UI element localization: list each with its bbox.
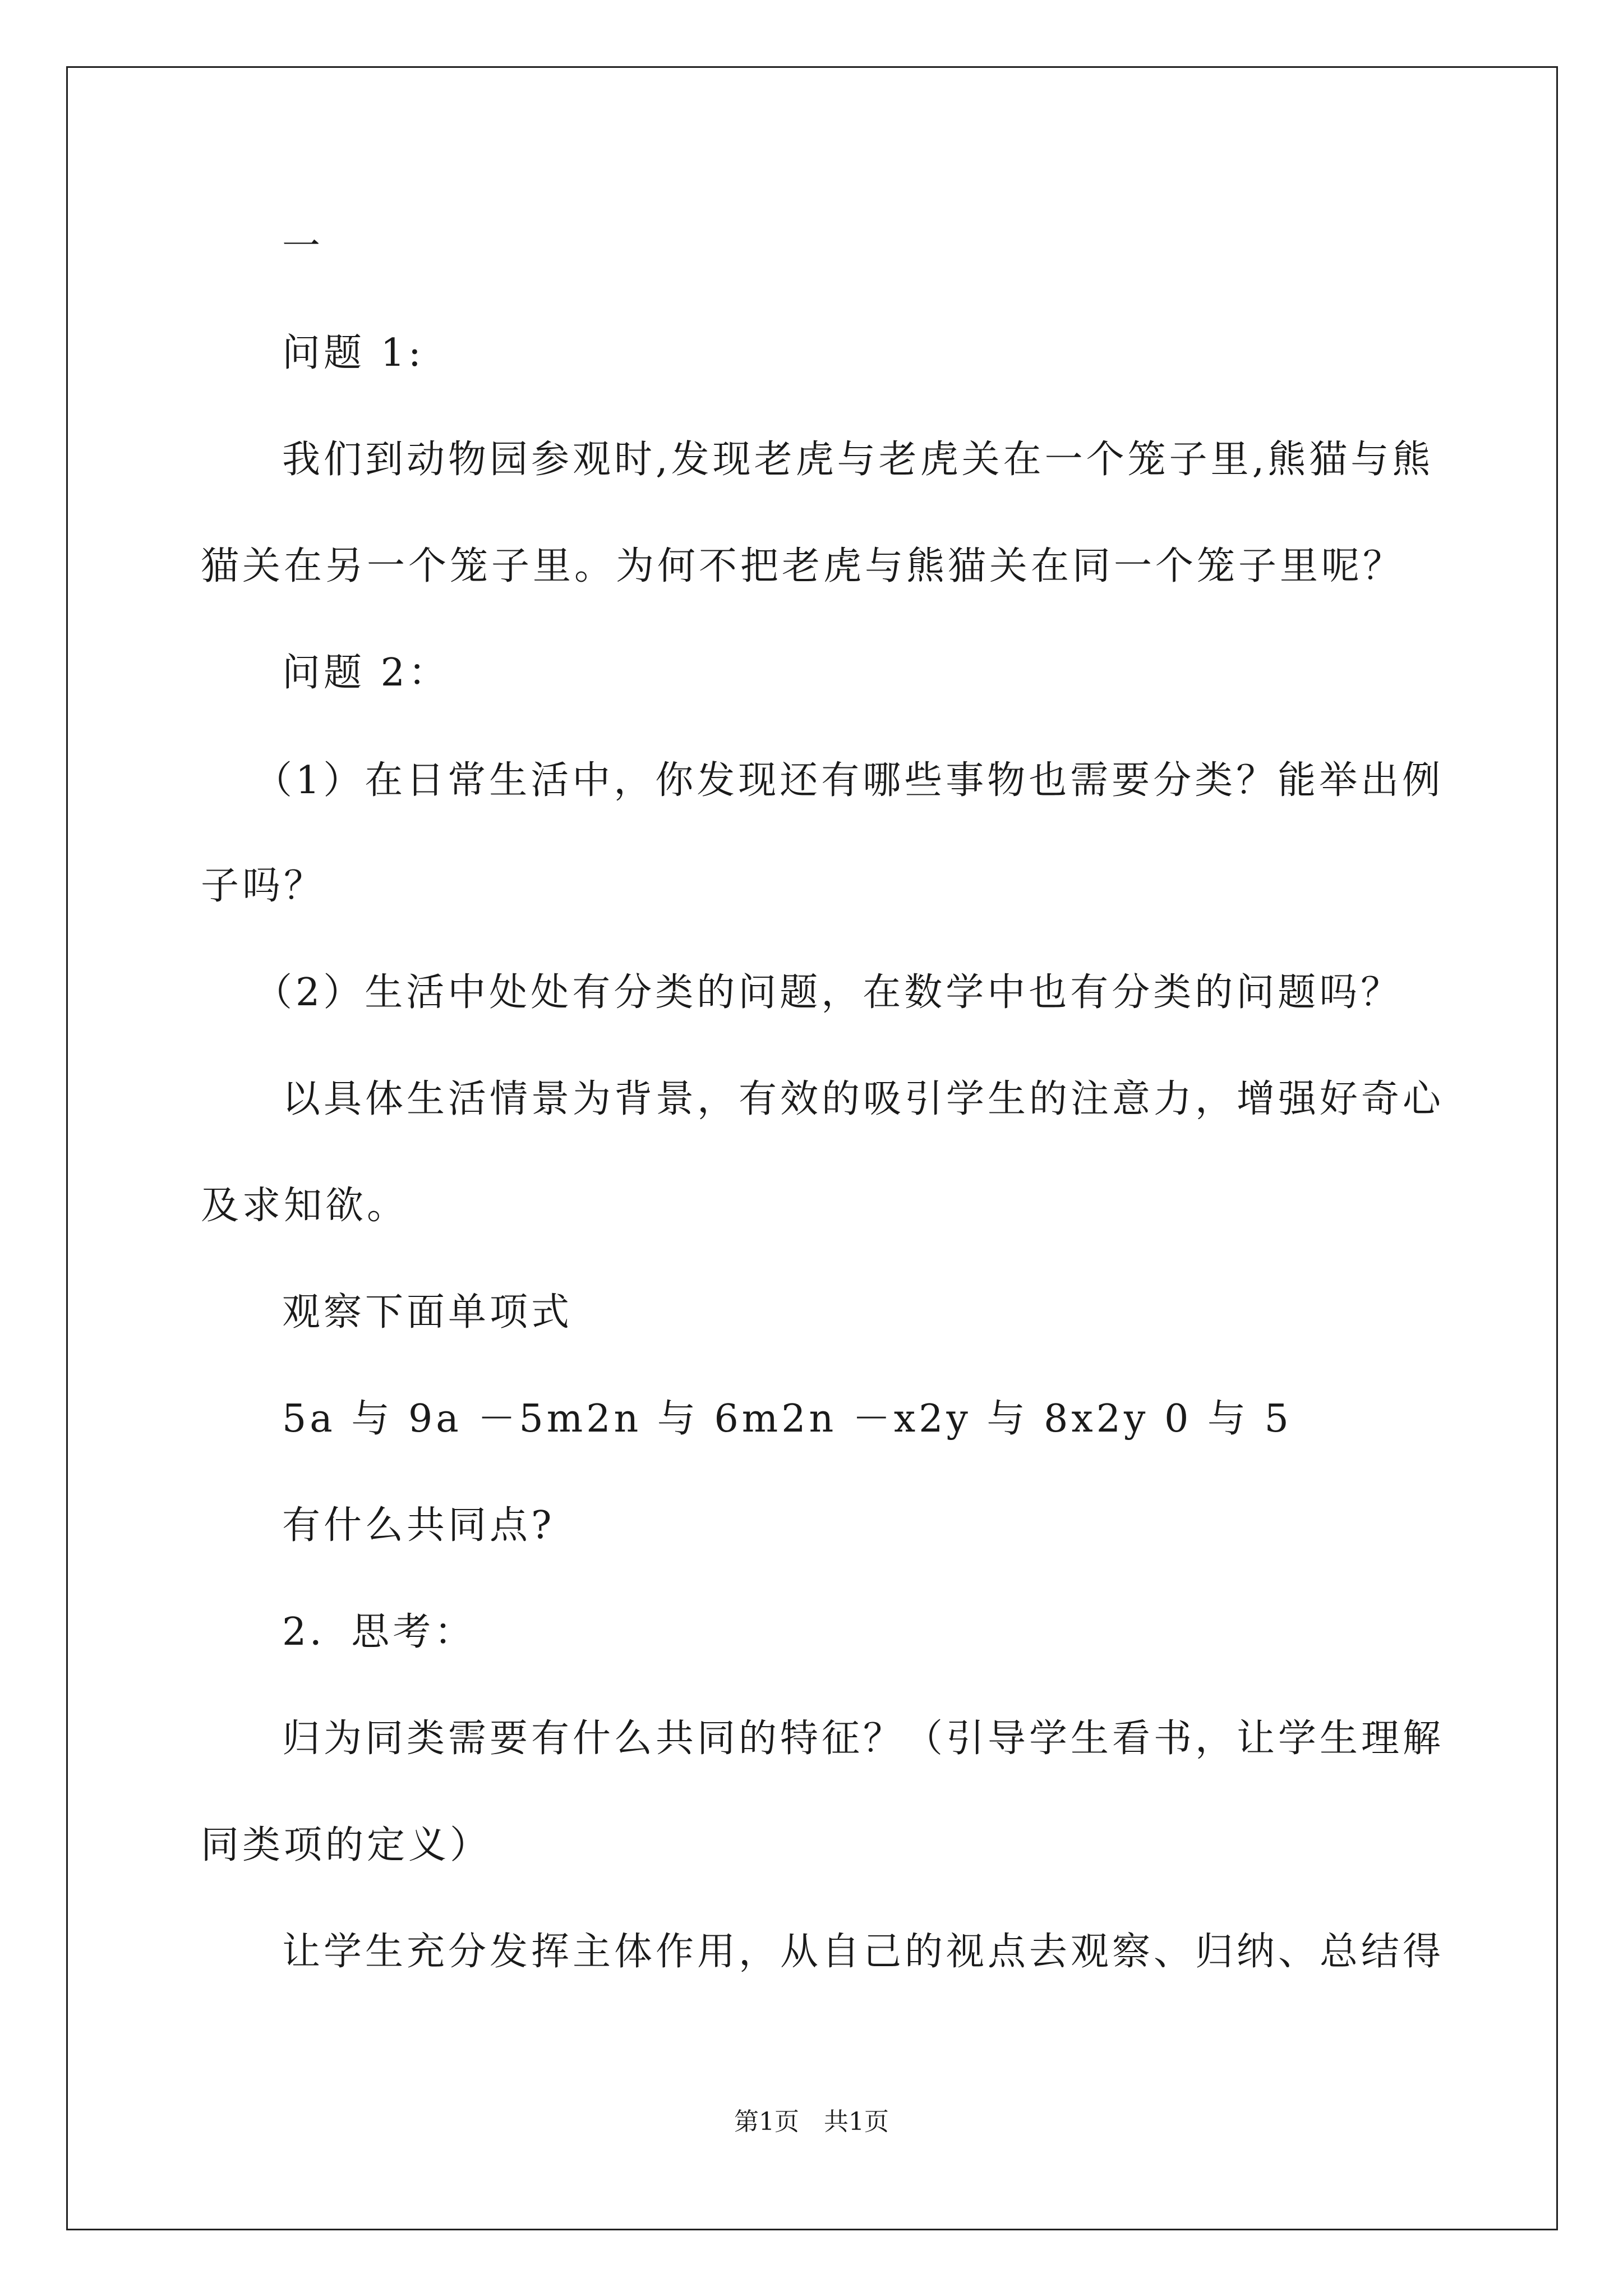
text-line: 我们到动物园参观时,发现老虎与老虎关在一个笼子里,熊猫与熊 xyxy=(282,438,1434,482)
text-line: 2．思考： xyxy=(282,1610,476,1654)
text-line: 让学生充分发挥主体作用，从自己的视点去观察、归纳、总结得 xyxy=(282,1930,1445,1974)
text-line: （2）生活中处处有分类的问题，在数学中也有分类的问题吗？ xyxy=(254,970,1403,1015)
page-border xyxy=(66,66,1558,2230)
text-line: 子吗？ xyxy=(201,864,326,908)
text-line: 一 xyxy=(282,224,324,269)
text-line: 问题 2： xyxy=(282,651,450,695)
text-line: 归为同类需要有什么共同的特征？（引导学生看书，让学生理解 xyxy=(282,1717,1445,1761)
text-line: （1）在日常生活中，你发现还有哪些事物也需要分类？能举出例 xyxy=(254,758,1444,803)
page-number-footer: 第1页 共1页 xyxy=(734,2108,889,2136)
text-line: 及求知欲。 xyxy=(201,1184,409,1228)
text-line: 问题 1: xyxy=(282,331,425,375)
text-line: 以具体生活情景为背景，有效的吸引学生的注意力，增强好奇心 xyxy=(282,1077,1445,1121)
text-line: 猫关在另一个笼子里。为何不把老虎与熊猫关在同一个笼子里呢？ xyxy=(201,544,1405,588)
text-line: 同类项的定义） xyxy=(201,1823,492,1867)
text-line: 观察下面单项式 xyxy=(282,1290,573,1335)
text-line: 有什么共同点? xyxy=(282,1503,555,1548)
text-line: 5a 与 9a －5m2n 与 6m2n －x2y 与 8x2y 0 与 5 xyxy=(282,1397,1292,1441)
